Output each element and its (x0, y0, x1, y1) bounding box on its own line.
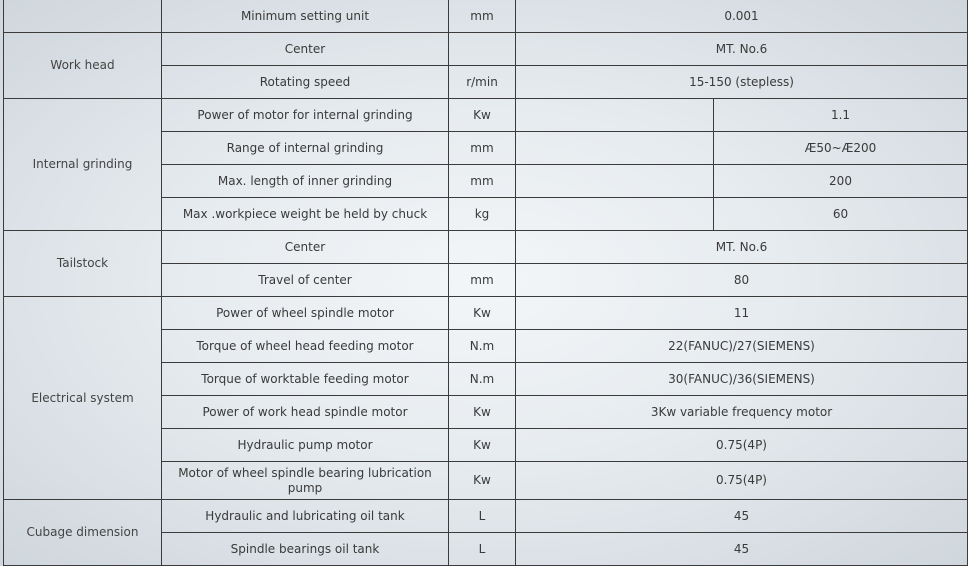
value-cell: 30(FANUC)/36(SIEMENS) (516, 363, 968, 396)
unit-cell: Kw (449, 396, 516, 429)
group-label-internal-grinding: Internal grinding (4, 99, 162, 231)
unit-cell (449, 231, 516, 264)
table-row (4, 231, 968, 264)
item-cell: Travel of center (162, 264, 449, 297)
unit-cell: Kw (449, 429, 516, 462)
table-row (4, 99, 968, 132)
item-cell: Power of work head spindle motor (162, 396, 449, 429)
value-cell: 22(FANUC)/27(SIEMENS) (516, 330, 968, 363)
value-cell: 80 (516, 264, 968, 297)
value-cell: 45 (516, 533, 968, 566)
value-cell: Æ50~Æ200 (714, 132, 968, 165)
item-cell: Max. length of inner grinding (162, 165, 449, 198)
table-row (4, 297, 968, 330)
table-row (4, 0, 968, 33)
item-cell: Torque of wheel head feeding motor (162, 330, 449, 363)
group-label-tailstock: Tailstock (4, 231, 162, 297)
empty-cell (516, 99, 714, 132)
item-cell: Center (162, 231, 449, 264)
value-cell: 0.75(4P) (516, 429, 968, 462)
value-cell: 0.001 (516, 0, 968, 33)
unit-cell: N.m (449, 330, 516, 363)
value-cell: 45 (516, 500, 968, 533)
unit-cell: r/min (449, 66, 516, 99)
value-cell: 3Kw variable frequency motor (516, 396, 968, 429)
item-cell: Hydraulic pump motor (162, 429, 449, 462)
item-cell: Torque of worktable feeding motor (162, 363, 449, 396)
value-cell: 11 (516, 297, 968, 330)
empty-cell (516, 198, 714, 231)
unit-cell: mm (449, 264, 516, 297)
unit-cell: mm (449, 132, 516, 165)
item-cell: Center (162, 33, 449, 66)
unit-cell: mm (449, 165, 516, 198)
value-cell: 0.75(4P) (516, 462, 968, 500)
group-label-work-head: Work head (4, 33, 162, 99)
table-row (4, 500, 968, 533)
spec-table (3, 0, 968, 566)
item-cell: Hydraulic and lubricating oil tank (162, 500, 449, 533)
item-cell: Rotating speed (162, 66, 449, 99)
item-cell: Spindle bearings oil tank (162, 533, 449, 566)
unit-cell: mm (449, 0, 516, 33)
group-label-cubage-dimension: Cubage dimension (4, 500, 162, 566)
unit-cell: Kw (449, 462, 516, 500)
empty-cell (516, 165, 714, 198)
item-cell: Motor of wheel spindle bearing lubrication pump (162, 462, 449, 500)
item-cell: Power of motor for internal grinding (162, 99, 449, 132)
value-cell: MT. No.6 (516, 231, 968, 264)
unit-cell: Kw (449, 99, 516, 132)
unit-cell: L (449, 533, 516, 566)
value-cell: 200 (714, 165, 968, 198)
unit-cell (449, 33, 516, 66)
value-cell: 1.1 (714, 99, 968, 132)
item-cell: Power of wheel spindle motor (162, 297, 449, 330)
item-cell: Max .workpiece weight be held by chuck (162, 198, 449, 231)
unit-cell: N.m (449, 363, 516, 396)
table-row (4, 33, 968, 66)
item-cell: Minimum setting unit (162, 0, 449, 33)
group-label-electrical-system: Electrical system (4, 297, 162, 500)
unit-cell: L (449, 500, 516, 533)
value-cell: 60 (714, 198, 968, 231)
group-cell (4, 0, 162, 33)
unit-cell: kg (449, 198, 516, 231)
unit-cell: Kw (449, 297, 516, 330)
value-cell: 15-150 (stepless) (516, 66, 968, 99)
item-cell: Range of internal grinding (162, 132, 449, 165)
value-cell: MT. No.6 (516, 33, 968, 66)
empty-cell (516, 132, 714, 165)
